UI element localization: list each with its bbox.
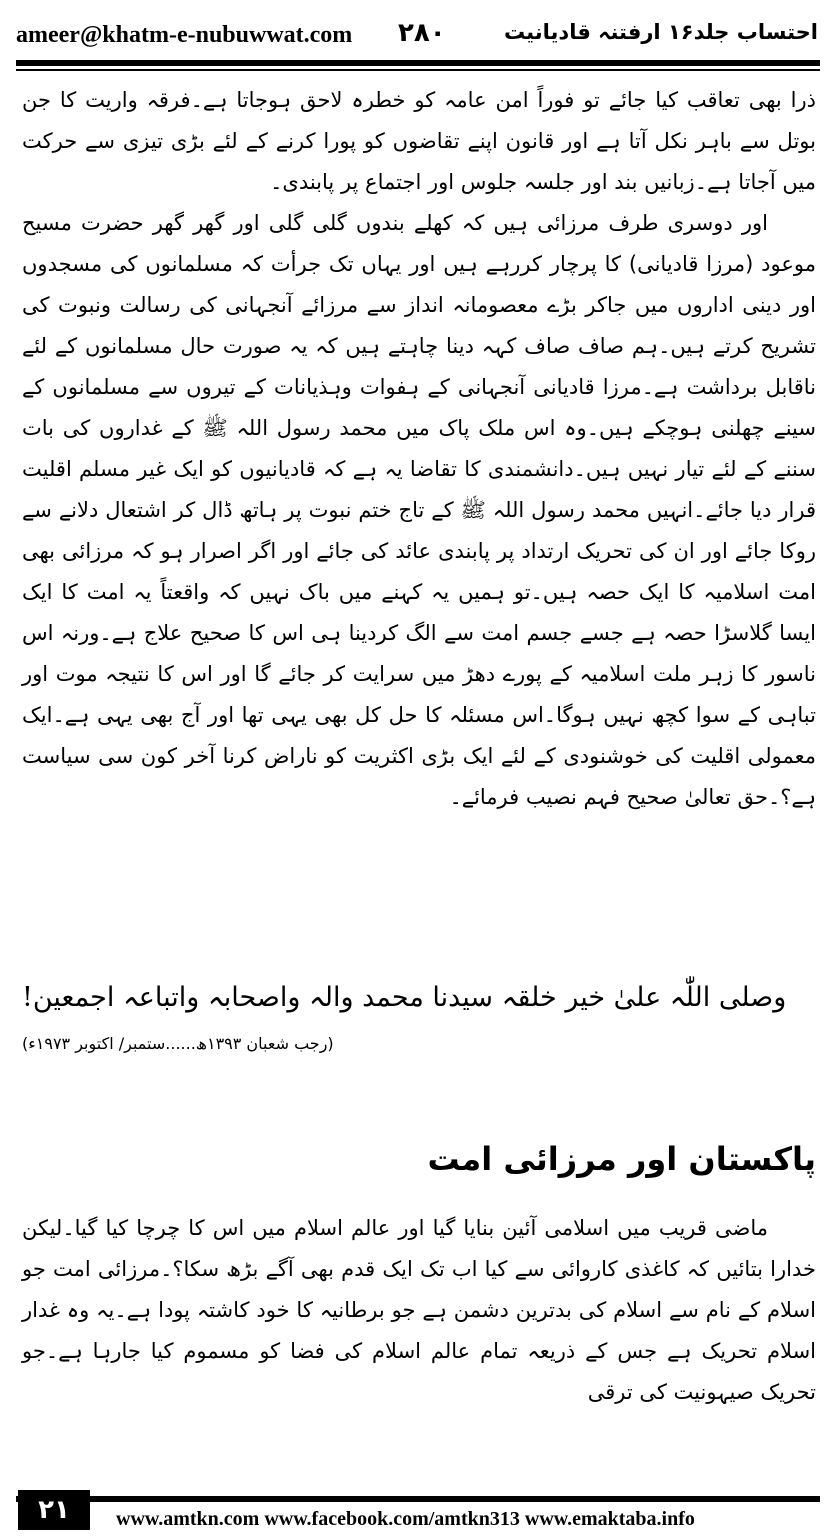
article2-paragraph-1: ماضی قریب میں اسلامی آئین بنایا گیا اور عالم اسلام میں اس کا چرچا کیا گیا۔لیکن خدارا بتائیں کہ کاغذی کاروائی سے کیا اب تک ایک قدم بھی آگے بڑھ سکا؟۔مرزائی امت جو اسلام کے نام سے اسلام کی بدترین دشمن ہے جو برطانیہ کا خود کاشتہ پودا ہے۔یہ وہ غدار اسلام تحریک ہے جس کے ذریعہ تمام عالم اسلام کی فضا کو مسموم کیا جارہا ہے۔جو تحریک صیہونیت کی ترقی [22, 1216, 816, 1404]
article2-body [22, 1208, 816, 1413]
footer-rule [16, 1496, 820, 1502]
footer-page-number: ۲۱ [18, 1490, 90, 1530]
header-book-title: احتساب جلد۱۶ ارفتنہ قادیانیت [503, 20, 818, 44]
article1-paragraph-2: اور دوسری طرف مرزائی ہیں کہ کھلے بندوں گلی گلی اور گھر گھر حضرت مسیح موعود (مرزا قادیانی) کا پرچار کررہے ہیں اور یہاں تک جرأت کہ مسلمانوں کی مسجدوں اور دینی اداروں میں جاکر بڑے معصومانہ انداز سے مرزائے آنجہانی کی رسالت ونبوت کی تشریح کرتے ہیں۔ہم صاف صاف کہہ دینا چاہتے ہیں کہ یہ صورت حال مسلمانوں کے لئے ناقابل برداشت ہے۔مرزا قادیانی آنجہانی کے ہفوات وہذیانات کے تیروں سے مسلمانوں کے سینے چھلنی ہوچکے ہیں۔وہ اس ملک پاک میں محمد رسول اللہ ﷺ کے غداروں کی بات سننے کے لئے تیار نہیں ہیں۔دانشمندی کا تقاضا یہ ہے کہ قادیانیوں کو ایک غیر مسلم اقلیت قرار دیا جائے۔انہیں محمد رسول اللہ ﷺ کے تاج ختم نبوت پر ہاتھ ڈال کر اشتعال دلانے سے روکا جائے اور ان کی تحریک ارتداد پر پابندی عائد کی جائے اور اگر اصرار ہو کہ مرزائی بھی امت اسلامیہ کا ایک حصہ ہیں۔تو ہمیں یہ کہنے میں باک نہیں کہ واقعتاً یہ امت کا ایک ایسا گلاسڑا حصہ ہے جسے جسم امت سے الگ کردینا ہی اس کا صحیح علاج ہے۔ورنہ اس ناسور کا زہر ملت اسلامیہ کے پورے دھڑ میں سرایت کر جائے گا اور اس کا نتیجہ موت اور تباہی کے سوا کچھ نہیں ہوگا۔اس مسئلہ کا حل کل بھی یہی تھا اور آج بھی یہی ہے۔ایک معمولی اقلیت کی خوشنودی کے لئے ایک بڑی اکثریت کو ناراض کرنا آخر کون سی سیاست ہے؟۔حق تعالیٰ صحیح فہم نصیب فرمائے۔ [22, 211, 816, 809]
header-email: ameer@khatm-e-nubuwwat.com [16, 22, 353, 48]
page-header [16, 14, 818, 54]
header-rule-thick [16, 60, 820, 66]
header-page-number: ۲۸۰ [398, 18, 446, 48]
article2-heading: پاکستان اور مرزائی امت [427, 1140, 816, 1178]
header-rule-thin [16, 69, 820, 71]
article1-body [22, 80, 816, 818]
closing-durood: وصلی اللّٰہ علیٰ خیر خلقہ سیدنا محمد والہ واصحابہ واتباعہ اجمعین! [22, 982, 787, 1013]
date-reference: (رجب شعبان ۱۳۹۳ھ......ستمبر/ اکتوبر ۱۹۷۳ء) [22, 1034, 334, 1053]
article1-paragraph-1: ذرا بھی تعاقب کیا جائے تو فوراً امن عامہ کو خطرہ لاحق ہوجاتا ہے۔فرقہ واریت کا جن بوتل سے باہر نکل آتا ہے اور قانون اپنے تقاضوں کو پورا کرنے کے لئے بڑی تیزی سے حرکت میں آجاتا ہے۔زبانیں بند اور جلسہ جلوس اور اجتماع پر پابندی۔ [22, 88, 816, 194]
footer-links[interactable]: www.amtkn.com www.facebook.com/amtkn313 www.emaktaba.info [116, 1508, 695, 1530]
